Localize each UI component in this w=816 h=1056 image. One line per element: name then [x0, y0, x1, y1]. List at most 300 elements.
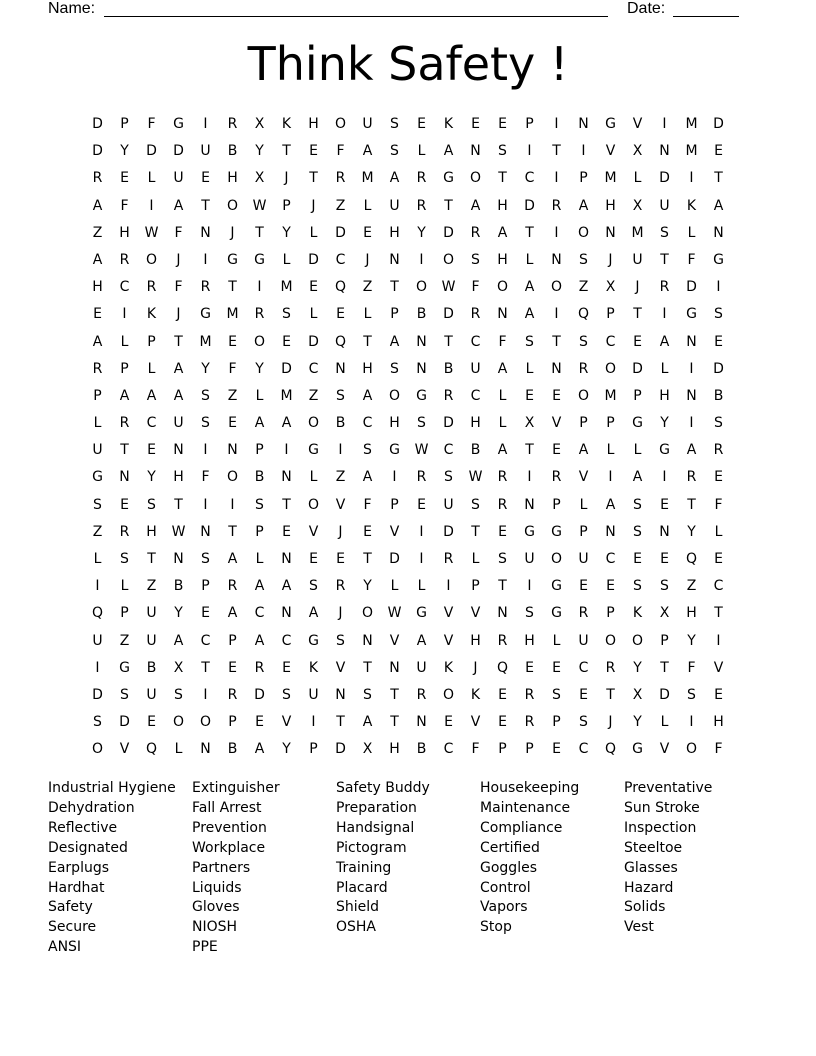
grid-cell: R — [119, 415, 130, 432]
grid-cell: T — [660, 659, 669, 676]
grid-cell: S — [417, 415, 426, 432]
grid-cell: I — [689, 170, 694, 187]
grid-cell: A — [227, 605, 238, 622]
grid-cell: O — [685, 741, 698, 758]
grid-cell: E — [417, 496, 426, 513]
grid-cell: O — [415, 279, 428, 296]
grid-cell: Y — [147, 469, 156, 486]
grid-cell: L — [525, 360, 534, 377]
grid-cell: F — [471, 279, 480, 296]
grid-cell: P — [498, 741, 507, 758]
grid-cell: A — [497, 224, 508, 241]
grid-cell: Z — [308, 387, 319, 404]
grid-cell: C — [362, 415, 373, 432]
word-item: Handsignal — [336, 819, 415, 836]
word-item: Gloves — [192, 899, 240, 916]
grid-cell: E — [579, 578, 588, 595]
grid-cell: D — [632, 360, 643, 377]
grid-cell: N — [173, 551, 184, 567]
grid-cell: V — [119, 741, 130, 758]
grid-cell: N — [362, 632, 373, 649]
grid-row — [84, 685, 732, 712]
grid-cell: S — [174, 686, 183, 703]
grid-cell: E — [660, 551, 669, 567]
grid-cell: B — [416, 306, 427, 323]
grid-cell: E — [606, 578, 615, 595]
grid-cell: N — [281, 605, 292, 622]
grid-cell: U — [308, 686, 319, 703]
word-item: Extinguisher — [192, 780, 280, 796]
grid-cell: S — [120, 551, 129, 567]
date-line — [673, 16, 739, 17]
grid-cell: G — [605, 116, 616, 132]
grid-cell: E — [498, 686, 507, 703]
grid-cell: J — [176, 306, 181, 323]
grid-cell: T — [525, 224, 534, 241]
grid-cell: C — [335, 251, 346, 268]
grid-cell: L — [579, 496, 588, 513]
grid-cell: X — [173, 659, 184, 676]
grid-cell: G — [173, 116, 184, 132]
grid-cell: E — [552, 442, 561, 459]
grid-cell: D — [119, 714, 130, 731]
grid-cell: S — [633, 578, 642, 595]
grid-row — [84, 223, 732, 250]
grid-cell: D — [443, 415, 454, 432]
grid-cell: N — [335, 686, 346, 703]
grid-cell: P — [255, 442, 264, 459]
grid-cell: P — [471, 578, 480, 595]
grid-cell: P — [579, 170, 588, 187]
grid-cell: U — [443, 496, 454, 513]
grid-cell: Z — [335, 469, 346, 486]
grid-cell: A — [254, 415, 265, 432]
grid-cell: A — [362, 387, 373, 404]
grid-cell: L — [498, 415, 507, 432]
grid-cell: A — [578, 197, 589, 214]
grid-cell: U — [92, 632, 103, 649]
grid-row — [84, 114, 732, 141]
grid-cell: Z — [578, 279, 589, 296]
grid-cell: L — [255, 551, 264, 567]
word-list — [48, 779, 768, 958]
grid-cell: C — [605, 551, 616, 567]
grid-cell: R — [254, 659, 265, 676]
grid-cell: G — [308, 442, 319, 459]
grid-cell: W — [414, 442, 429, 459]
grid-cell: E — [282, 523, 291, 540]
grid-cell: D — [524, 197, 535, 214]
grid-cell: A — [686, 442, 697, 459]
word-item: Housekeeping — [480, 780, 580, 796]
grid-cell: R — [92, 170, 103, 187]
grid-cell: S — [525, 333, 534, 350]
grid-cell: L — [120, 333, 129, 350]
grid-cell: D — [146, 143, 157, 160]
grid-cell: N — [605, 224, 616, 241]
grid-cell: A — [524, 306, 535, 323]
grid-cell: C — [443, 741, 454, 758]
grid-cell: F — [174, 279, 183, 296]
grid-cell: N — [551, 251, 562, 268]
word-item: Sun Stroke — [624, 799, 700, 816]
grid-cell: I — [581, 143, 586, 160]
grid-cell: U — [146, 605, 157, 622]
grid-cell: H — [524, 632, 535, 649]
grid-cell: S — [147, 496, 156, 513]
grid-cell: H — [605, 197, 616, 214]
grid-cell: O — [577, 387, 590, 404]
grid-cell: C — [443, 442, 454, 459]
grid-cell: R — [470, 306, 481, 323]
grid-cell: N — [227, 442, 238, 459]
grid-cell: S — [660, 578, 669, 595]
grid-cell: H — [362, 360, 373, 377]
grid-cell: I — [527, 469, 532, 486]
grid-cell: E — [552, 659, 561, 676]
grid-cell: R — [227, 116, 238, 132]
word-item: Prevention — [192, 819, 267, 836]
grid-cell: Q — [577, 306, 590, 323]
grid-cell: T — [606, 686, 615, 703]
grid-cell: Y — [282, 224, 291, 241]
grid-cell: M — [685, 143, 698, 160]
grid-cell: S — [579, 714, 588, 731]
grid-cell: Y — [417, 224, 426, 241]
grid-cell: A — [254, 741, 265, 758]
grid-cell: R — [335, 170, 346, 187]
grid-cell: O — [361, 605, 374, 622]
grid-cell: H — [389, 741, 400, 758]
grid-cell: A — [308, 605, 319, 622]
grid-cell: N — [281, 551, 292, 567]
grid-cell: P — [255, 523, 264, 540]
grid-cell: I — [419, 523, 424, 540]
grid-cell: D — [659, 686, 670, 703]
grid-cell: R — [254, 306, 265, 323]
grid-cell: F — [363, 496, 372, 513]
header — [0, 0, 816, 20]
grid-cell: J — [311, 197, 316, 214]
grid-cell: I — [608, 469, 613, 486]
grid-cell: A — [632, 469, 643, 486]
grid-cell: P — [579, 415, 588, 432]
grid-cell: P — [579, 523, 588, 540]
grid-cell: Y — [174, 605, 183, 622]
grid-cell: A — [92, 333, 103, 350]
grid-cell: W — [468, 469, 483, 486]
grid-cell: D — [713, 116, 724, 132]
grid-cell: I — [203, 116, 208, 132]
grid-cell: W — [144, 224, 159, 241]
word-item: Solids — [624, 899, 666, 916]
grid-cell: N — [416, 333, 427, 350]
grid-cell: V — [308, 523, 319, 540]
grid-cell: D — [335, 741, 346, 758]
grid-cell: Q — [604, 741, 617, 758]
grid-cell: S — [363, 442, 372, 459]
grid-cell: R — [686, 469, 697, 486]
grid-row — [84, 359, 732, 386]
grid-cell: N — [686, 333, 697, 350]
grid-cell: W — [252, 197, 267, 214]
grid-cell: H — [389, 415, 400, 432]
grid-row — [84, 386, 732, 413]
grid-cell: A — [281, 415, 292, 432]
grid-cell: N — [470, 143, 481, 160]
grid-cell: U — [578, 632, 589, 649]
grid-cell: O — [145, 251, 158, 268]
grid-cell: H — [389, 224, 400, 241]
grid-cell: J — [608, 251, 613, 268]
grid-cell: N — [578, 116, 589, 132]
word-item: ANSI — [48, 939, 82, 956]
grid-cell: R — [92, 360, 103, 377]
grid-cell: T — [363, 659, 372, 676]
grid-cell: Z — [227, 387, 238, 404]
word-item: Dehydration — [48, 799, 135, 816]
grid-cell: I — [716, 279, 721, 296]
grid-cell: B — [227, 741, 238, 758]
grid-cell: B — [713, 387, 724, 404]
grid-cell: H — [227, 170, 238, 187]
word-item: Stop — [480, 919, 512, 936]
grid-cell: E — [363, 523, 372, 540]
grid-cell: R — [227, 686, 238, 703]
grid-cell: V — [443, 605, 454, 622]
grid-cell: L — [525, 251, 534, 268]
grid-cell: V — [470, 714, 481, 731]
grid-cell: R — [497, 469, 508, 486]
grid-cell: G — [632, 415, 643, 432]
word-item: NIOSH — [192, 919, 238, 936]
grid-cell: N — [416, 714, 427, 731]
grid-cell: A — [389, 333, 400, 350]
word-item: Steeltoe — [624, 839, 683, 856]
date-label: Date: — [627, 0, 666, 17]
grid-cell: D — [173, 143, 184, 160]
grid-cell: S — [660, 224, 669, 241]
word-item: Secure — [48, 919, 97, 936]
grid-cell: M — [199, 333, 212, 350]
grid-cell: B — [416, 741, 427, 758]
grid-cell: R — [416, 197, 427, 214]
grid-cell: V — [713, 659, 724, 676]
grid-cell: A — [119, 387, 130, 404]
grid-cell: I — [527, 578, 532, 595]
grid-cell: H — [713, 714, 724, 731]
grid-cell: L — [174, 741, 183, 758]
grid-cell: G — [551, 605, 562, 622]
grid-cell: T — [444, 197, 453, 214]
grid-cell: C — [524, 170, 535, 187]
grid-cell: V — [335, 659, 346, 676]
grid-cell: Q — [91, 605, 104, 622]
grid-cell: Y — [660, 415, 669, 432]
grid-cell: T — [120, 442, 129, 459]
grid-cell: O — [307, 496, 320, 513]
grid-cell: R — [416, 686, 427, 703]
grid-cell: D — [686, 279, 697, 296]
grid-cell: O — [307, 415, 320, 432]
grid-cell: O — [442, 686, 455, 703]
grid-cell: D — [92, 686, 103, 703]
grid-cell: T — [282, 496, 291, 513]
word-item: Glasses — [624, 859, 678, 876]
grid-cell: A — [389, 170, 400, 187]
grid-cell: R — [497, 632, 508, 649]
grid-cell: S — [201, 551, 210, 567]
grid-cell: L — [363, 306, 372, 323]
grid-cell: O — [604, 632, 617, 649]
grid-cell: S — [633, 523, 642, 540]
grid-cell: P — [525, 741, 534, 758]
grid-cell: P — [525, 116, 534, 132]
grid-cell: A — [443, 143, 454, 160]
grid-cell: X — [632, 686, 643, 703]
grid-cell: O — [253, 333, 266, 350]
grid-cell: F — [228, 360, 237, 377]
grid-cell: A — [362, 714, 373, 731]
grid-cell: S — [255, 496, 264, 513]
grid-cell: Y — [633, 659, 642, 676]
word-item: Reflective — [48, 819, 118, 836]
grid-cell: M — [604, 387, 617, 404]
word-column — [480, 779, 624, 958]
grid-cell: C — [146, 415, 157, 432]
grid-cell: G — [92, 469, 103, 486]
grid-cell: P — [201, 578, 210, 595]
grid-cell: Y — [201, 360, 210, 377]
grid-cell: D — [659, 170, 670, 187]
grid-cell: I — [689, 415, 694, 432]
grid-cell: R — [119, 251, 130, 268]
grid-cell: E — [714, 686, 723, 703]
grid-cell: E — [282, 659, 291, 676]
word-item: Fall Arrest — [192, 799, 262, 816]
grid-cell: U — [362, 116, 373, 132]
grid-cell: E — [309, 551, 318, 567]
grid-cell: F — [714, 496, 723, 513]
grid-cell: C — [254, 605, 265, 622]
grid-cell: D — [335, 224, 346, 241]
grid-cell: V — [632, 116, 643, 132]
grid-cell: N — [659, 143, 670, 160]
grid-cell: A — [362, 469, 373, 486]
grid-cell: N — [713, 224, 724, 241]
grid-cell: M — [280, 387, 293, 404]
grid-cell: A — [605, 496, 616, 513]
grid-cell: F — [687, 251, 696, 268]
grid-cell: V — [335, 496, 346, 513]
grid-cell: B — [335, 415, 346, 432]
grid-cell: O — [226, 197, 239, 214]
grid-cell: Q — [145, 741, 158, 758]
grid-cell: G — [416, 387, 427, 404]
grid-cell: S — [390, 360, 399, 377]
grid-cell: U — [389, 197, 400, 214]
grid-cell: T — [390, 686, 399, 703]
grid-row — [84, 658, 732, 685]
grid-cell: F — [498, 333, 507, 350]
grid-cell: L — [309, 306, 318, 323]
grid-cell: E — [120, 496, 129, 513]
grid-cell: J — [608, 714, 613, 731]
grid-cell: U — [578, 551, 589, 567]
grid-cell: E — [201, 170, 210, 187]
word-item: Hardhat — [48, 879, 105, 896]
grid-cell: D — [254, 686, 265, 703]
grid-cell: L — [471, 551, 480, 567]
grid-cell: S — [336, 387, 345, 404]
grid-cell: G — [308, 632, 319, 649]
word-item: Vapors — [480, 899, 528, 916]
grid-cell: R — [497, 496, 508, 513]
grid-cell: C — [200, 632, 211, 649]
grid-cell: R — [524, 714, 535, 731]
grid-cell: O — [199, 714, 212, 731]
grid-cell: J — [473, 659, 478, 676]
grid-cell: S — [633, 496, 642, 513]
grid-cell: E — [201, 605, 210, 622]
grid-cell: T — [363, 333, 372, 350]
grid-cell: G — [524, 523, 535, 540]
grid-cell: A — [173, 387, 184, 404]
grid-cell: T — [363, 551, 372, 567]
grid-cell: E — [498, 523, 507, 540]
grid-cell: U — [173, 170, 184, 187]
grid-cell: T — [390, 279, 399, 296]
letter-grid — [84, 114, 732, 767]
grid-cell: B — [470, 442, 481, 459]
grid-cell: G — [227, 251, 238, 268]
word-item: OSHA — [336, 919, 377, 936]
grid-cell: Y — [120, 143, 129, 160]
grid-cell: E — [147, 442, 156, 459]
grid-cell: Y — [687, 632, 696, 649]
grid-row — [84, 413, 732, 440]
grid-cell: S — [552, 686, 561, 703]
grid-cell: V — [578, 469, 589, 486]
grid-cell: B — [443, 360, 454, 377]
grid-cell: I — [95, 659, 100, 676]
grid-cell: M — [280, 279, 293, 296]
grid-cell: I — [689, 360, 694, 377]
grid-cell: F — [147, 116, 156, 132]
word-item: Shield — [336, 899, 380, 916]
grid-cell: G — [254, 251, 265, 268]
grid-cell: N — [551, 360, 562, 377]
grid-cell: S — [471, 251, 480, 268]
grid-cell: E — [309, 279, 318, 296]
grid-cell: L — [309, 224, 318, 241]
grid-cell: L — [255, 387, 264, 404]
grid-row — [84, 304, 732, 331]
grid-cell: X — [524, 415, 535, 432]
grid-cell: F — [120, 197, 129, 214]
grid-cell: P — [606, 415, 615, 432]
grid-cell: E — [336, 551, 345, 567]
grid-cell: H — [497, 197, 508, 214]
grid-cell: T — [471, 523, 480, 540]
grid-cell: K — [281, 116, 292, 132]
grid-cell: V — [551, 415, 562, 432]
grid-cell: D — [443, 306, 454, 323]
grid-cell: S — [201, 415, 210, 432]
grid-cell: C — [308, 360, 319, 377]
grid-cell: P — [120, 605, 129, 622]
grid-cell: B — [173, 578, 184, 595]
